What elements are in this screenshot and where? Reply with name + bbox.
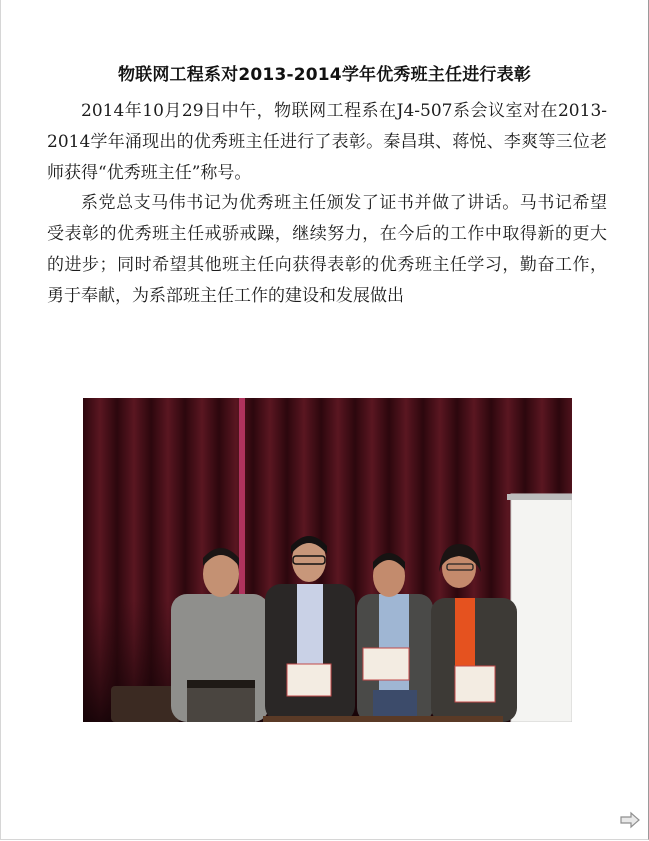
certificate — [455, 666, 495, 702]
article-paragraph: 系党总支马伟书记为优秀班主任颁发了证书并做了讲话。马书记希望受表彰的优秀班主任戒骄戒躁，继续努力，在今后的工作中取得新的更大的进步；同时希望其他班主任向获得表彰的优秀班主任学习，勤奋工作，勇于奉献，为系部班主任工作的建设和发展做出 — [47, 193, 607, 306]
whiteboard — [511, 494, 572, 722]
next-page-arrow-icon[interactable] — [619, 811, 641, 829]
chair — [111, 686, 181, 722]
article-body — [47, 96, 607, 312]
certificate — [287, 664, 331, 696]
article-paragraph: 2014年10月29日中午，物联网工程系在J4-507系会议室对在2013-2014学年涌现出的优秀班主任进行了表彰。秦昌琪、蒋悦、李爽等三位老师获得“优秀班主任”称号。 — [47, 101, 607, 183]
photo-illustration — [83, 398, 572, 722]
award-ceremony-photo — [83, 398, 572, 722]
article-title: 物联网工程系对2013-2014学年优秀班主任进行表彰 — [117, 65, 532, 85]
certificate — [363, 648, 409, 680]
